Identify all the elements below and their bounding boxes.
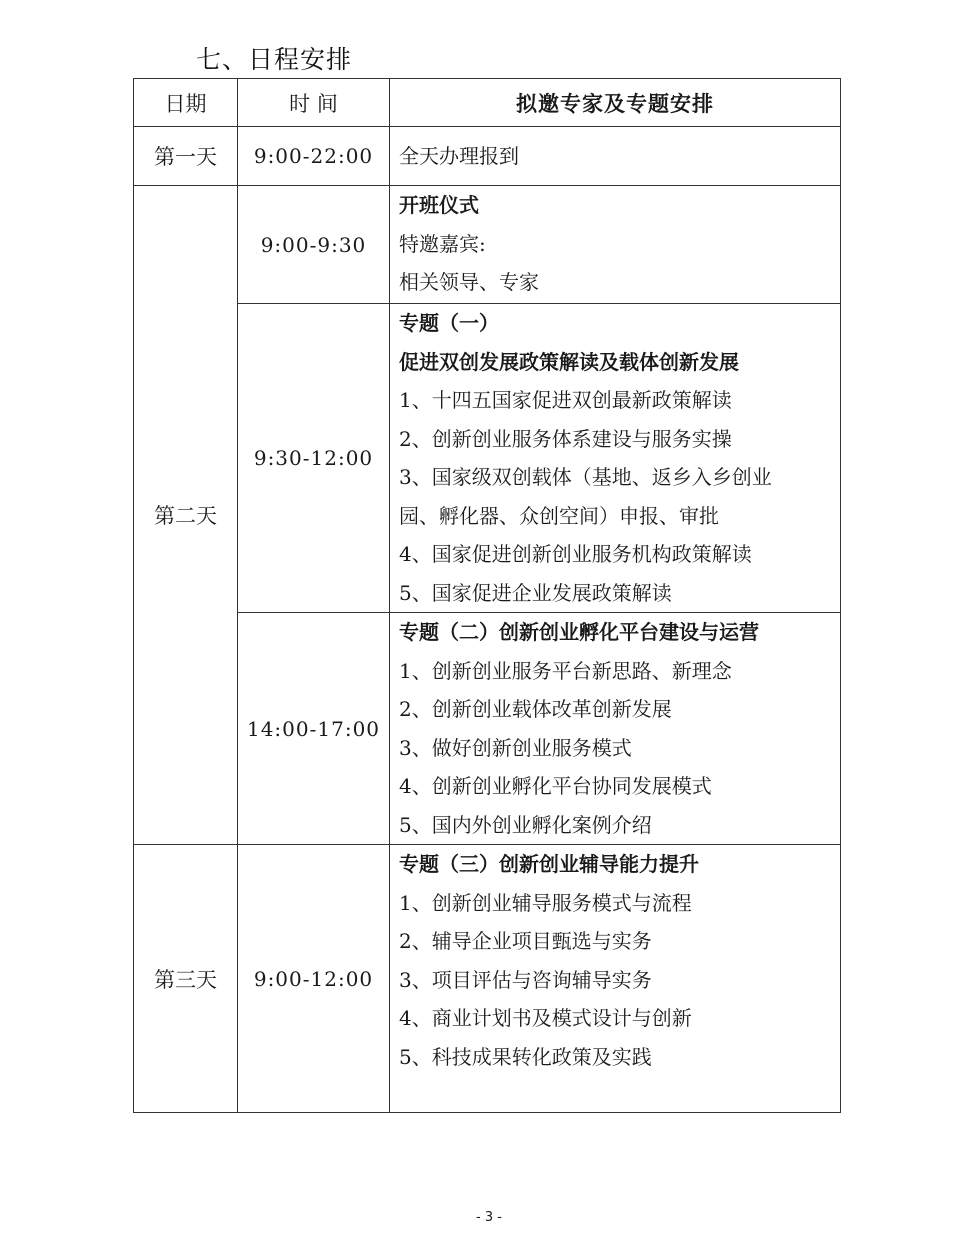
time-cell: 9:00-12:00 — [238, 845, 390, 1113]
time-cell: 9:00-22:00 — [238, 127, 390, 186]
topic-line: 相关领导、专家 — [399, 270, 539, 294]
schedule-table — [133, 78, 841, 1113]
day-label: 第一天 — [134, 127, 238, 186]
time-cell: 9:00-9:30 — [238, 186, 390, 304]
topic-cell — [390, 845, 841, 1113]
topic-line: 2、创新创业载体改革创新发展 — [399, 697, 672, 721]
topic-line: 2、辅导企业项目甄选与实务 — [399, 929, 652, 953]
topic-line: 2、创新创业服务体系建设与服务实操 — [399, 426, 732, 451]
topic-heading: 促进双创发展政策解读及载体创新发展 — [399, 349, 739, 374]
day-label: 第三天 — [134, 845, 238, 1113]
topic-line: 1、十四五国家促进双创最新政策解读 — [399, 388, 732, 412]
header-date: 日期 — [134, 79, 238, 127]
header-time: 时 间 — [238, 79, 390, 127]
topic-heading: 专题（一） — [399, 311, 499, 335]
table-row — [134, 186, 841, 304]
topic-line: 5、科技成果转化政策及实践 — [399, 1044, 652, 1069]
table-row — [134, 845, 841, 1113]
topic-line: 园、孵化器、众创空间）申报、审批 — [399, 503, 719, 528]
topic-heading: 开班仪式 — [399, 193, 479, 217]
topic-cell — [390, 304, 841, 613]
header-topics: 拟邀专家及专题安排 — [390, 79, 841, 127]
topic-cell — [390, 186, 841, 304]
topic-line: 4、国家促进创新创业服务机构政策解读 — [399, 542, 752, 566]
topic-cell — [390, 613, 841, 845]
table-row — [134, 613, 841, 845]
section-title: 七、日程安排 — [196, 45, 353, 74]
topic-heading: 专题（三）创新创业辅导能力提升 — [399, 852, 699, 876]
topic-line: 3、做好创新创业服务模式 — [399, 735, 632, 760]
table-header-row — [134, 79, 841, 127]
topic-line: 4、创新创业孵化平台协同发展模式 — [399, 774, 712, 798]
topic-heading: 专题（二）创新创业孵化平台建设与运营 — [399, 620, 759, 644]
topic-line: 4、商业计划书及模式设计与创新 — [399, 1006, 692, 1030]
topic-line: 5、国内外创业孵化案例介绍 — [399, 812, 652, 837]
topic-line: 特邀嘉宾: — [399, 231, 486, 256]
topic-line: 全天办理报到 — [399, 144, 519, 168]
table-row — [134, 127, 841, 186]
time-cell: 9:30-12:00 — [238, 304, 390, 613]
day-label: 第二天 — [134, 186, 238, 845]
time-cell: 14:00-17:00 — [238, 613, 390, 845]
topic-line: 3、国家级双创载体（基地、返乡入乡创业 — [399, 465, 772, 489]
topic-line: 3、项目评估与咨询辅导实务 — [399, 967, 652, 992]
table-row — [134, 304, 841, 613]
page-number: - 3 - — [476, 1210, 502, 1225]
topic-line: 5、国家促进企业发展政策解读 — [399, 580, 672, 605]
topic-line: 1、创新创业服务平台新思路、新理念 — [399, 658, 732, 683]
topic-line: 1、创新创业辅导服务模式与流程 — [399, 890, 692, 915]
topic-cell — [390, 127, 841, 186]
